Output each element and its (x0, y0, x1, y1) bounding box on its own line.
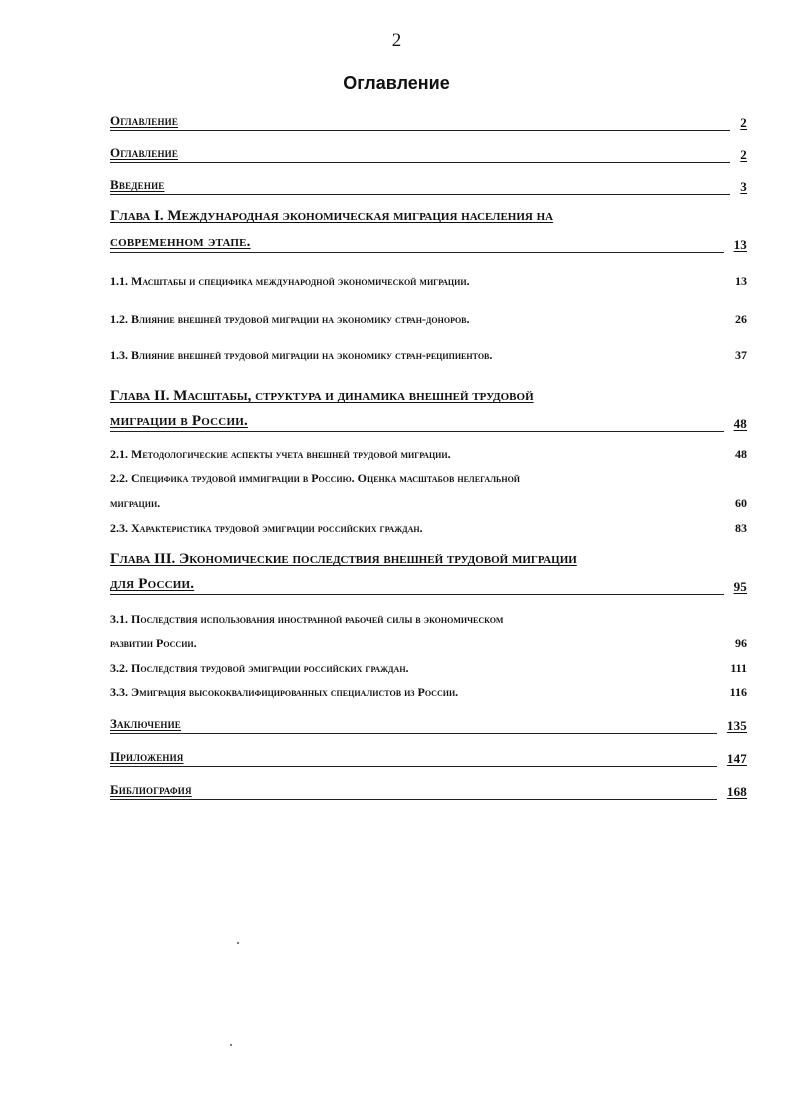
toc-entry-page: 116 (729, 685, 747, 699)
toc-section-1-2[interactable] (110, 312, 747, 327)
toc-entry-title: 1.1. Масштабы и специфика международной экономической миграции. (110, 274, 470, 288)
toc-entry-title: Библиография (110, 782, 717, 800)
toc-section-1-3[interactable] (110, 348, 747, 363)
toc-heading: Оглавление (343, 73, 450, 93)
toc-entry-title: современном этапе. (110, 234, 724, 253)
scan-speck (230, 1044, 232, 1046)
toc-entry-page: 3 (740, 179, 747, 194)
scan-speck (237, 942, 239, 944)
toc-chapter-3-title-line1[interactable]: Глава III. Экономические последствия внешней трудовой миграции (110, 551, 577, 567)
toc-section-2-2-title-line1[interactable]: 2.2. Специфика трудовой иммиграции в Россию. Оценка масштабов нелегальной (110, 471, 521, 485)
toc-entry-contents-2[interactable] (110, 145, 747, 163)
toc-chapter-1-title-line1[interactable]: Глава I. Международная экономическая миграция населения на (110, 208, 554, 224)
toc-section-3-2[interactable] (110, 661, 747, 676)
toc-entry-title: развитии России. (110, 636, 197, 650)
toc-entry-page: 13 (733, 237, 747, 252)
toc-chapter-3[interactable] (110, 576, 747, 595)
toc-entry-title: 2.1. Методологические аспекты учета внешней трудовой миграции. (110, 447, 451, 461)
toc-section-3-3[interactable] (110, 685, 747, 700)
toc-entry-title: для России. (110, 576, 724, 595)
toc-section-2-3[interactable] (110, 521, 747, 536)
toc-entry-title: Приложения (110, 749, 717, 767)
toc-entry-page: 48 (733, 416, 747, 431)
toc-section-2-1[interactable] (110, 447, 747, 462)
toc-entry-page: 111 (730, 661, 747, 675)
page-number: 2 (391, 30, 402, 51)
toc-entry-title: Оглавление (110, 113, 730, 131)
toc-entry-page: 26 (735, 312, 747, 326)
toc-entry-page: 147 (726, 751, 747, 766)
toc-chapter-2[interactable] (110, 413, 747, 432)
toc-entry-page: 83 (735, 521, 747, 535)
toc-entry-page: 2 (740, 147, 747, 162)
toc-entry-page: 37 (735, 348, 747, 362)
toc-entry-conclusion[interactable] (110, 716, 747, 734)
toc-section-3-1-title-line1[interactable]: 3.1. Последствия использования иностранной рабочей силы в экономическом (110, 612, 504, 626)
toc-entry-title: 1.2. Влияние внешней трудовой миграции на экономику стран-доноров. (110, 312, 470, 326)
toc-entry-page: 135 (726, 718, 747, 733)
toc-entry-page: 95 (733, 579, 747, 594)
toc-entry-page: 96 (735, 636, 747, 650)
toc-entry-appendices[interactable] (110, 749, 747, 767)
toc-entry-contents-1[interactable] (110, 113, 747, 131)
toc-entry-introduction[interactable] (110, 177, 747, 195)
toc-entry-title: миграции. (110, 496, 161, 510)
toc-entry-bibliography[interactable] (110, 782, 747, 800)
toc-section-2-2[interactable] (110, 496, 747, 511)
toc-entry-title: 3.3. Эмиграция высококвалифицированных специалистов из России. (110, 685, 459, 699)
toc-entry-page: 48 (735, 447, 747, 461)
toc-entry-page: 2 (740, 115, 747, 130)
toc-chapter-1[interactable] (110, 234, 747, 253)
toc-entry-page: 168 (726, 784, 747, 799)
toc-entry-page: 60 (735, 496, 747, 510)
toc-chapter-2-title-line1[interactable]: Глава II. Масштабы, структура и динамика внешней трудовой (110, 388, 534, 404)
toc-entry-title: Заключение (110, 716, 717, 734)
toc-entry-title: 2.3. Характеристика трудовой эмиграции российских граждан. (110, 521, 423, 535)
toc-entry-title: 1.3. Влияние внешней трудовой миграции на экономику стран-реципиентов. (110, 348, 493, 362)
toc-entry-title: 3.2. Последствия трудовой эмиграции российских граждан. (110, 661, 409, 675)
toc-entry-title: Введение (110, 177, 730, 195)
toc-section-3-1[interactable] (110, 636, 747, 651)
toc-entry-page: 13 (735, 274, 747, 288)
toc-section-1-1[interactable] (110, 274, 747, 289)
toc-entry-title: Оглавление (110, 145, 730, 163)
toc-entry-title: миграции в России. (110, 413, 724, 432)
